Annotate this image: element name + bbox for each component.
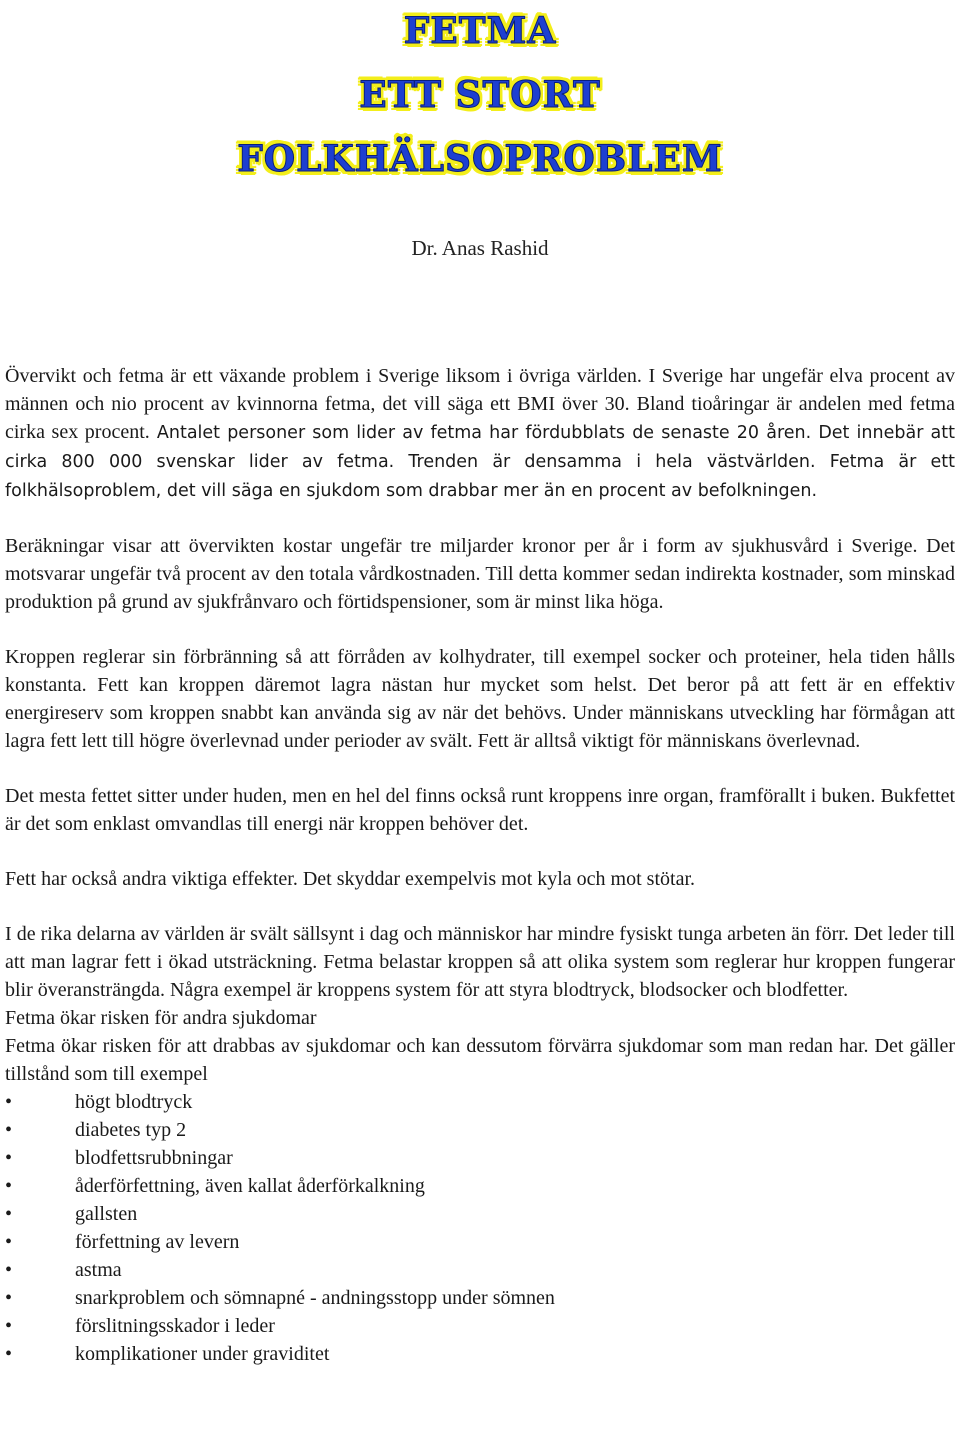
list-item [5, 1172, 955, 1200]
list-item [5, 1340, 955, 1368]
list-item-text: astma [75, 1259, 122, 1281]
section-subheading: Fetma ökar risken för andra sjukdomar [5, 1007, 317, 1029]
author-name: Dr. Anas Rashid [411, 236, 549, 260]
bullet-icon: • [5, 1343, 13, 1365]
paragraph-costs: Beräkningar visar att övervikten kostar ungefär tre miljarder kronor per år i form av sjukhusvård i Sverige. Det motsvarar ungefär två procent av den totala vårdkostnaden. Till detta kommer sedan indirekta kostnader, som minskad produktion på grund av sjukfrånvaro och förtidspensioner, som är minst lika höga. [5, 535, 955, 613]
bullet-icon: • [5, 1147, 13, 1169]
bullet-icon: • [5, 1175, 13, 1197]
list-item-text: förfettning av levern [75, 1231, 240, 1253]
list-item-text: högt blodtryck [75, 1091, 193, 1113]
paragraph-fat-effects: Fett har också andra viktiga effekter. Det skyddar exempelvis mot kyla och mot stötar. [5, 868, 695, 890]
list-item-text: gallsten [75, 1203, 138, 1225]
title-line-3: FOLKHÄLSOPROBLEM [237, 138, 723, 180]
conditions-list [5, 1088, 955, 1368]
list-item-text: blodfettsrubbningar [75, 1147, 233, 1169]
list-item-text: förslitningsskador i leder [75, 1315, 275, 1337]
bullet-icon: • [5, 1091, 13, 1113]
list-item [5, 1228, 955, 1256]
bullet-icon: • [5, 1315, 13, 1337]
list-item [5, 1284, 955, 1312]
list-item [5, 1144, 955, 1172]
paragraph-risks: Fetma ökar risken för att drabbas av sjukdomar och kan dessutom förvärra sjukdomar som man redan har. Det gäller tillstånd som till exempel [5, 1035, 955, 1085]
bullet-icon: • [5, 1259, 13, 1281]
list-item [5, 1200, 955, 1228]
list-item-text: diabetes typ 2 [75, 1119, 187, 1141]
bullet-icon: • [5, 1287, 13, 1309]
paragraph-prevalence-serif: Övervikt och fetma är ett växande problem i Sverige liksom i övriga världen. I Sverige har ungefär elva procent av männen och nio procent av kvinnorna fetma, det vill säga ett BMI över 30. Bland tioåringar är andelen med fetma cirka sex procent. [5, 365, 955, 443]
paragraph-prevalence [5, 362, 955, 505]
list-item-text: snarkproblem och sömnapné - andningsstopp under sömnen [75, 1287, 555, 1309]
title-line-1: FETMA [403, 10, 557, 52]
list-item-text: komplikationer under graviditet [75, 1343, 330, 1365]
list-item [5, 1088, 955, 1116]
list-item [5, 1312, 955, 1340]
paragraph-body-fat: Det mesta fettet sitter under huden, men en hel del finns också runt kroppens inre organ, framförallt i buken. Bukfettet är det som enklast omvandlas till energi när kroppen behöver det. [5, 785, 955, 835]
paragraph-prevalence-sans: Antalet personer som lider av fetma har fördubblats de senaste 20 åren. Det innebär att cirka 800 000 svenskar lider av fetma. Trenden är densamma i hela västvärlden. Fetma är ett folkhälsoproblem, det vill säga en sjukdom som drabbar mer än en procent av befolkningen. [5, 423, 955, 501]
document-title [0, 0, 960, 188]
list-item [5, 1116, 955, 1144]
paragraph-metabolism: Kroppen reglerar sin förbränning så att förråden av kolhydrater, till exempel socker och proteiner, hela tiden hålls konstanta. Fett kan kroppen däremot lagra nästan hur mycket som helst. Det beror på att fett är en effektiv energireserv som kroppen snabbt kan använda sig av när det behövs. Under människans utveckling har förmågan att lagra fett lett till högre överlevnad under perioder av svält. Fett är alltså viktigt för människans överlevnad. [5, 646, 955, 752]
bullet-icon: • [5, 1203, 13, 1225]
list-item-text: åderförfettning, även kallat åderförkalkning [75, 1175, 425, 1197]
paragraph-modern-life: I de rika delarna av världen är svält sällsynt i dag och människor har mindre fysiskt tunga arbeten än förr. Det leder till att man lagrar fett i ökad utsträckning. Fetma belastar kroppen så att olika system som reglerar hur kroppen fungerar blir överansträngda. Några exempel är kroppens system för att styra blodtryck, blodsocker och blodfetter. [5, 923, 955, 1001]
bullet-icon: • [5, 1119, 13, 1141]
bullet-icon: • [5, 1231, 13, 1253]
title-line-2: ETT STORT [359, 74, 601, 116]
list-item [5, 1256, 955, 1284]
article-body [5, 362, 955, 1368]
